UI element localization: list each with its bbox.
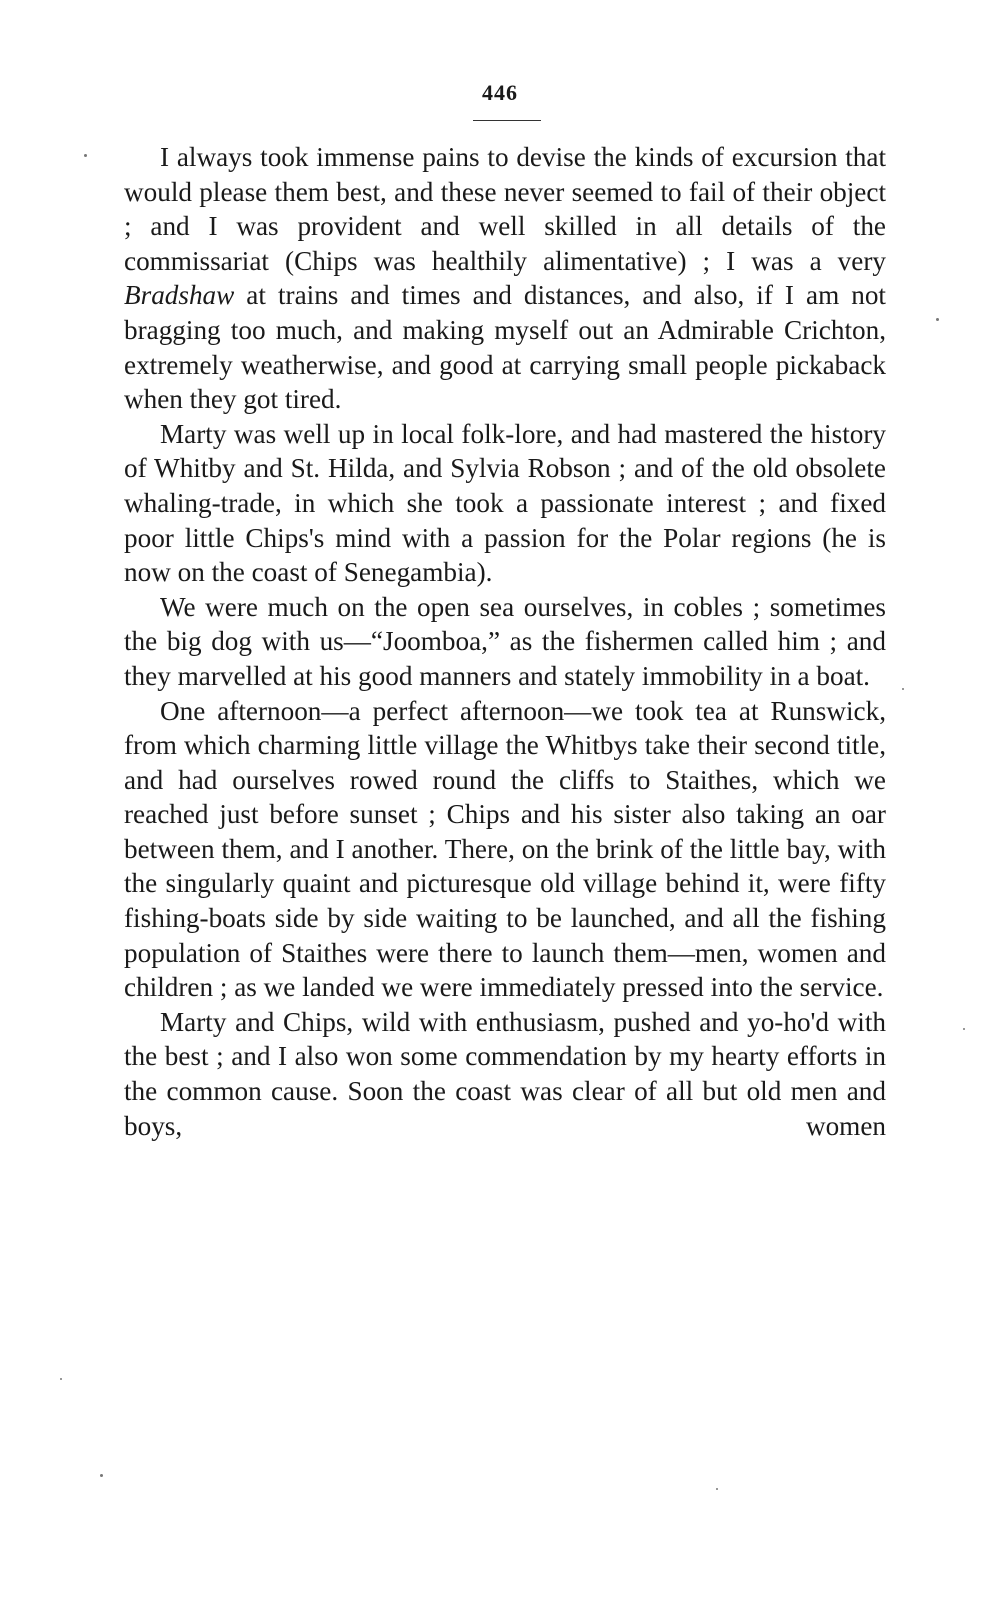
scan-speck [936,318,939,321]
paragraph-2: Marty was well up in local folk-lore, and had mastered the history of Whitby and St. Hilda, and Sylvia Robson ; and of the old obsolete whaling-trade, in which she took a passionate interest ; and fixed poor little Chips's mind with a passion for the Polar regions (he is now on the coast of Senegambia). [124,418,886,588]
paragraph-1-end: at trains and times and distances, and also, if I am not bragging too much, and making myself out an Admirable Crichton, extremely weatherwise, and good at carrying small people pickaback when they got tired. [124,280,886,415]
paragraph-1-start: I always took immense pains to devise the kinds of excursion that would please them best, and these never seemed to fail of their object ; and I was provident and well skilled in all details of the commissariat (Chips was healthily alimentative) ; I was a very [124,142,886,276]
scan-speck [716,1488,718,1490]
page-number: 446 [482,80,518,105]
paragraph-3: We were much on the open sea ourselves, in cobles ; sometimes the big dog with us—“Joomboa,” as the fishermen called him ; and they marvelled at his good manners and stately immobility in a boat. [124,591,886,691]
paragraph-5: Marty and Chips, wild with enthusiasm, pushed and yo-ho'd with the best ; and I also won some commendation by my hearty efforts in the common cause. Soon the coast was clear of all but old men and boys, women [124,1006,886,1141]
bradshaw-italic: Bradshaw [124,280,235,311]
scan-speck [963,1028,965,1030]
scan-speck [60,1378,62,1380]
scan-speck [84,154,87,157]
header-rule [473,120,541,121]
body-text [124,140,886,1143]
scan-speck [902,688,904,690]
paragraph-4: One afternoon—a perfect afternoon—we took tea at Runswick, from which charming little village the Whitbys take their second title, and had ourselves rowed round the cliffs to Staithes, which we reached just before sunset ; Chips and his sister also taking an oar between them, and I another. There, on the brink of the little bay, with the singularly quaint and picturesque old village behind it, were fifty fishing-boats side by side waiting to be launched, and all the fishing population of Staithes were there to launch them—men, women and children ; as we landed we were immediately pressed into the service. [124,695,886,1003]
paragraph-1 [124,140,886,417]
scan-speck [100,1474,103,1477]
